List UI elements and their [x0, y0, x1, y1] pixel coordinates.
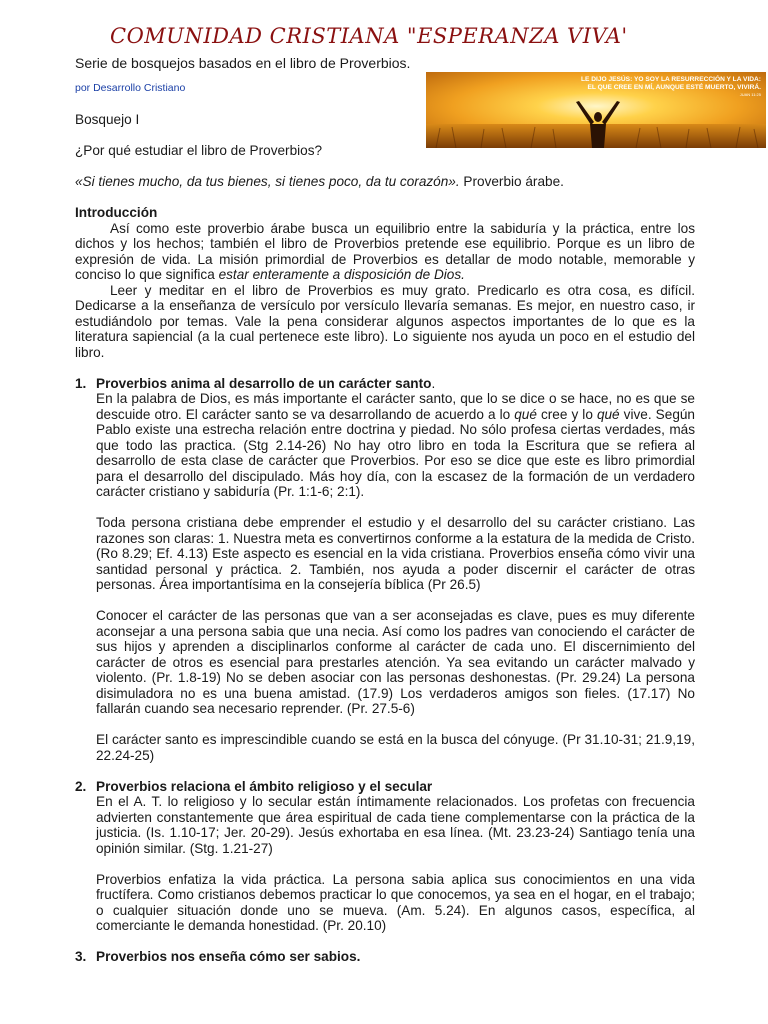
section-1-paragraph-1: En la palabra de Dios, es más importante el carácter santo, que lo se dice o se hace, no es que se descuide otro. El carácter santo se va desarrollando de acuerdo a lo qué cree y lo qué vive. Según Pablo existe una estrecha relación entre doctrina y piedad. No sólo profesa ciertas verdades, más que todo las practica. (Stg 2.14-26) No hay otro libro en toda la Escritura que se refiera al desarrollo de esta clase de carácter que Proverbios. Por eso se dice que este es libro primordial para el desarrollo del discipulado. Más hoy día, con la escasez de la formación de un verdadero carácter cristiano y sabiduría (Pr. 1:1-6; 2:1). [96, 391, 695, 499]
introduction-paragraph-2: Leer y meditar en el libro de Proverbios es muy grato. Predicarlo es otra cosa, es difícil. Dedicarse a la enseñanza de versículo por versículo llevaría semanas. Es mejor, en nuestro caso, ir estudiándolo por temas. Vale la pena considerar algunos aspectos importantes de lo que es la literatura sapiencial (a la cual pertenece este libro). Lo siguiente nos ayuda un poco en el estudio del libro. [75, 282, 695, 360]
section-2-heading: Proverbios relaciona el ámbito religioso y el secular [96, 778, 433, 794]
author-line: por Desarrollo Cristiano [75, 82, 186, 94]
bosquejo-label: Bosquejo I [75, 112, 140, 127]
question-heading: ¿Por qué estudiar el libro de Proverbios? [75, 143, 323, 158]
banner-quote-line1: LE DIJO JESÚS: YO SOY LA RESURRECCIÓN Y LA VIDA: [580, 76, 761, 83]
banner-reference: JUAN 11:25 [739, 92, 761, 97]
banner-quote-line2: EL QUE CREE EN MÍ, AUNQUE ESTÉ MUERTO, VIVIRÁ. [587, 84, 761, 91]
section-2-paragraph-2: Proverbios enfatiza la vida práctica. La persona sabia aplica sus conocimientos en una vida fructífera. Como cristianos debemos practicar lo que conocemos, ya sea en el hogar, en el trabajo; o cualquier situación donde uno se mueva. (Am. 5.24). En algunos casos, específica, al comerciante le demanda honestidad. (Pr. 20.10) [96, 871, 695, 933]
section-1-paragraph-3: Conocer el carácter de las personas que van a ser aconsejadas es clave, pues es muy diferente aconsejar a una persona sabia que una necia. Así como los padres van conociendo el carácter de sus hijos y aprenden a disciplinarlos conforme al carácter de cada uno. El discernimiento del carácter de otros es esencial para prestarles atención. Ya sea evitando un carácter malvado y violento. (Pr. 1.8-19) No se deben asociar con las personas deshonestas. (Pr. 29.24) La persona disimuladora no es una buena amistad. (17.9) Los verdaderos amigos son fieles. (17.17) No fallarán cuando sea necesario reprender. (Pr. 27.5-6) [96, 608, 695, 716]
epigraph [75, 174, 695, 190]
document-subtitle: Serie de bosquejos basados en el libro de Proverbios. [75, 55, 411, 71]
section-number: 2. [75, 778, 87, 794]
section-3 [75, 949, 695, 965]
section-1 [75, 376, 695, 764]
introduction-paragraph-1: Así como este proverbio árabe busca un equilibrio entre la sabiduría y la práctica, entre los dichos y los hechos; también el libro de Proverbios pretende ese equilibrio. Porque es un libro de expresión de vida. La misión primordial de Proverbios es detallar de modo notable, memorable y conciso lo que significa estar enteramente a disposición de Dios. [75, 220, 695, 282]
section-1-paragraph-2: Toda persona cristiana debe emprender el estudio y el desarrollo del su carácter cristiano. Las razones son claras: 1. Nuestra meta es convertirnos conforme a la estatura de la medida de Cristo. (Ro 8.29; Ef. 4.13) Este aspecto es esencial en la vida cristiana. Proverbios enseña cómo vivir una santidad personal y práctica. 2. También, nos ayuda a poder discernir el carácter de otras personas. Área importantísima en la consejería bíblica (Pr 26.5) [96, 515, 695, 592]
section-1-paragraph-4: El carácter santo es imprescindible cuando se está en la busca del cónyuge. (Pr 31.10-31; 21.9,19, 22.24-25) [96, 732, 695, 763]
section-number: 1. [75, 375, 87, 391]
document-body [75, 112, 695, 965]
epigraph-source: Proverbio árabe. [459, 174, 564, 189]
document-title: COMUNIDAD CRISTIANA "ESPERANZA VIVA' [110, 24, 628, 48]
section-2 [75, 779, 695, 934]
section-3-heading: Proverbios nos enseña cómo ser sabios. [96, 949, 361, 964]
section-number: 3. [75, 949, 87, 964]
introduction-heading: Introducción [75, 205, 158, 220]
section-2-paragraph-1: En el A. T. lo religioso y lo secular están íntimamente relacionados. Los profetas con frecuencia advierten constantemente que área espiritual de cada tiene complementarse con la práctica de la justicia. (Is. 1.10-17; Jer. 20-29). Jesús exhortaba en esa línea. (Mt. 23.23-24) Santiago tenía una opinión similar. (Stg. 1.21-27) [96, 794, 695, 856]
section-1-heading: Proverbios anima al desarrollo de un carácter santo. [96, 375, 436, 391]
epigraph-quote: «Si tienes mucho, da tus bienes, si tienes poco, da tu corazón». [75, 174, 460, 189]
